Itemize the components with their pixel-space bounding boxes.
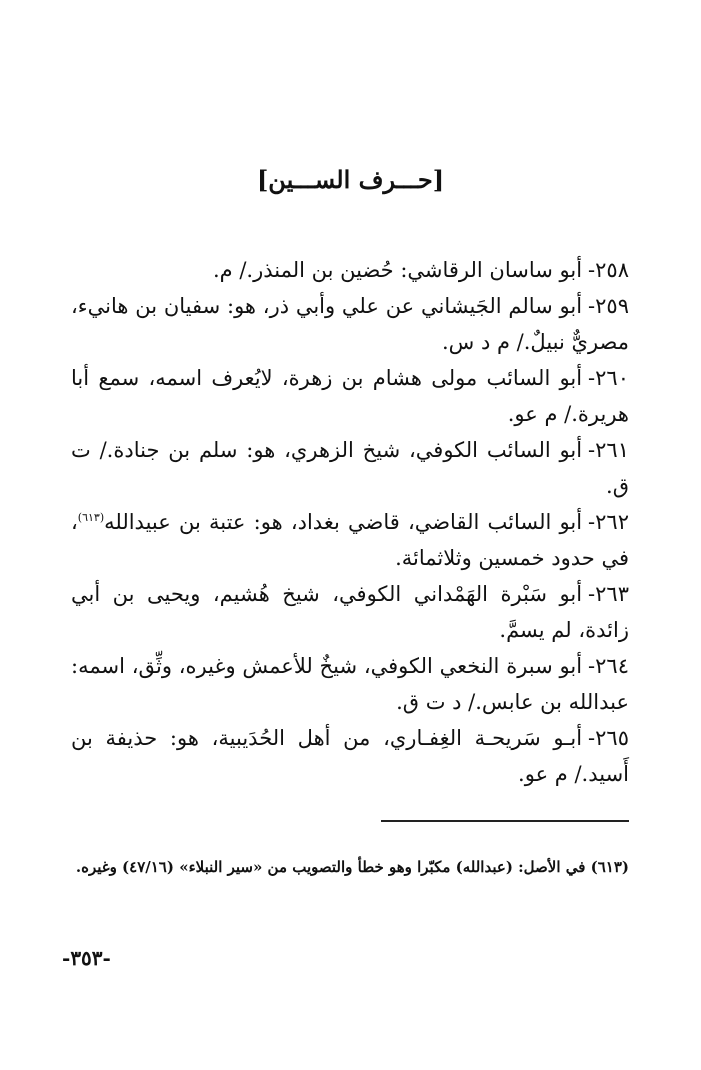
entry-258 [71, 252, 629, 288]
entry-text: أبو سَبْرة الهَمْداني الكوفي، شيخ هُشيم، ويحيى بن أبي زائدة، لم يسمَّ. [71, 582, 629, 642]
entry-number: ٢٦٢- [588, 510, 629, 534]
entry-number: ٢٦٣- [588, 582, 629, 606]
entry-260 [71, 360, 629, 432]
entry-262 [71, 504, 629, 576]
footnote: (٦١٣) في الأصل: (عبدالله) مكبّرا وهو خطأ والتصويب من «سير النبلاء» (٤٧/١٦) وغيره. [75, 858, 629, 876]
entry-263 [71, 576, 629, 648]
entry-number: ٢٦٠- [588, 366, 629, 390]
entry-number: ٢٦٤- [588, 654, 629, 678]
entries-list [71, 252, 629, 792]
page-number: -٣٥٣- [62, 946, 111, 970]
entry-text: أبو السائب مولى هشام بن زهرة، لايُعرف اسمه، سمع أبا هريرة./ م عو. [71, 366, 629, 426]
footnote-reference[interactable]: (٦١٣) [77, 511, 105, 524]
entry-text: أبو السائب الكوفي، شيخ الزهري، هو: سلم بن جنادة./ ت ق. [71, 438, 629, 498]
entry-261 [71, 432, 629, 504]
entry-text: أبـو سَريحـة الغِفـاري، من أهل الحُدَيبية، هو: حذيفة بن أَسيد./ م عو. [71, 726, 629, 786]
entry-264 [71, 648, 629, 720]
entry-259 [71, 288, 629, 360]
entry-number: ٢٦٥- [588, 726, 629, 750]
entry-265 [71, 720, 629, 792]
entry-number: ٢٥٩- [588, 294, 629, 318]
entry-text: أبو سالم الجَيشاني عن علي وأبي ذر، هو: سفيان بن هانيء، مصريٌّ نبيلٌ./ م د س. [71, 294, 629, 354]
entry-number: ٢٦١- [588, 438, 629, 462]
entry-text-continued: ، في حدود خمسين وثلاثمائة. [71, 510, 629, 570]
entry-text: أبو سبرة النخعي الكوفي، شيخٌ للأعمش وغيره، وثِّق، اسمه: عبدالله بن عابس./ د ت ق. [71, 654, 629, 714]
footnote-divider [381, 820, 629, 822]
entry-text: أبو السائب القاضي، قاضي بغداد، هو: عتبة بن عبيدالله [104, 510, 583, 534]
section-title: [حـــرف الســـين] [256, 165, 445, 194]
entry-number: ٢٥٨- [588, 258, 629, 282]
entry-text: أبو ساسان الرقاشي: حُضين بن المنذر./ م. [212, 258, 583, 282]
